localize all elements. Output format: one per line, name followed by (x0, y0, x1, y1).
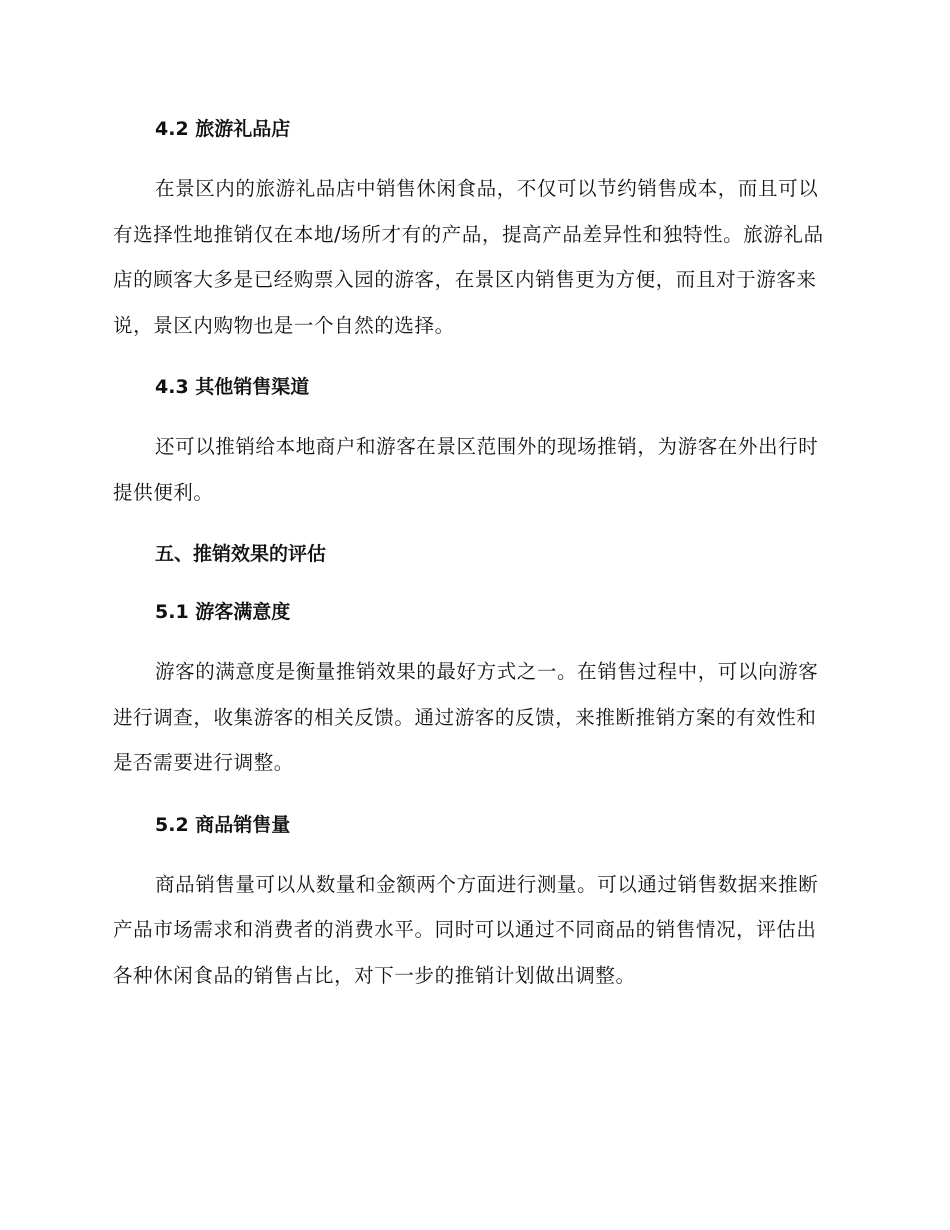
document-page (113, 112, 833, 998)
section-paragraph-4-2: 在景区内的旅游礼品店中销售休闲食品，不仅可以节约销售成本，而且可以有选择性地推销仅在本地/场所才有的产品，提高产品差异性和独特性。旅游礼品店的顾客大多是已经购票入园的游客，在景区内销售更为方便，而且对于游客来说，景区内购物也是一个自然的选择。 (113, 177, 824, 337)
section-heading-4-2: 4.2 旅游礼品店 (155, 118, 291, 140)
section-heading-4-3: 4.3 其他销售渠道 (155, 376, 310, 398)
section-paragraph-5-1: 游客的满意度是衡量推销效果的最好方式之一。在销售过程中，可以向游客进行调查，收集游客的相关反馈。通过游客的反馈，来推断推销方案的有效性和是否需要进行调整。 (113, 660, 819, 774)
section-paragraph-5-2: 商品销售量可以从数量和金额两个方面进行测量。可以通过销售数据来推断产品市场需求和消费者的消费水平。同时可以通过不同商品的销售情况，评估出各种休闲食品的销售占比，对下一步的推销计划做出调整。 (113, 872, 819, 987)
section-paragraph-4-3: 还可以推销给本地商户和游客在景区范围外的现场推销，为游客在外出行时提供便利。 (113, 435, 819, 504)
section-heading-5-1: 5.1 游客满意度 (155, 601, 291, 623)
chapter-heading-5: 五、推销效果的评估 (155, 543, 327, 565)
section-heading-5-2: 5.2 商品销售量 (155, 813, 291, 836)
